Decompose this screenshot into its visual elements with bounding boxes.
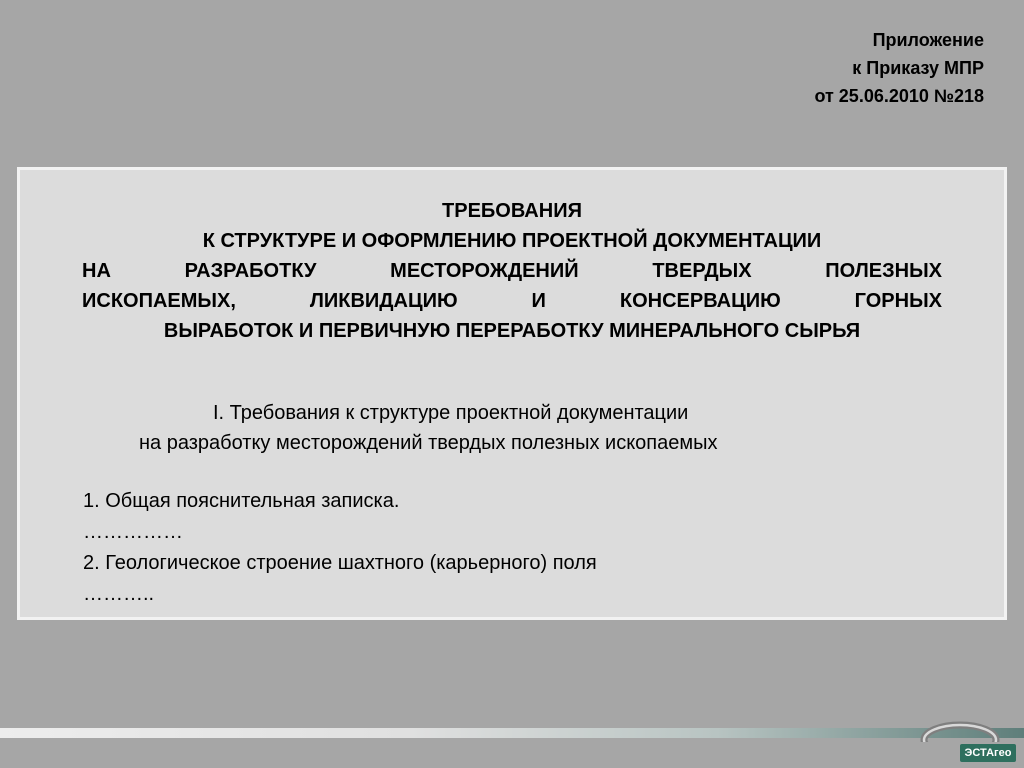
- title-line-5: ВЫРАБОТОК И ПЕРВИЧНУЮ ПЕРЕРАБОТКУ МИНЕРАЛЬНОГО СЫРЬЯ: [163, 320, 861, 342]
- annex-title: Приложение: [872, 30, 984, 50]
- section-heading-line-2: на разработку месторождений твердых полезных ископаемых: [139, 432, 718, 454]
- list-item-2: 2. Геологическое строение шахтного (карьерного) поля: [83, 552, 597, 574]
- content-panel: [17, 167, 1007, 620]
- annex-order: к Приказу МПР: [852, 58, 984, 78]
- list-ellipsis-1: ……………: [83, 521, 183, 543]
- annex-block: [814, 26, 984, 110]
- item-list: [83, 486, 597, 610]
- company-logo: ЭСТАгео: [960, 744, 1016, 762]
- annex-date: от 25.06.2010 №218: [814, 86, 984, 106]
- title-line-2: К СТРУКТУРЕ И ОФОРМЛЕНИЮ ПРОЕКТНОЙ ДОКУМЕНТАЦИИ: [202, 230, 822, 252]
- list-item-1: 1. Общая пояснительная записка.: [83, 490, 400, 512]
- document-title: [20, 196, 1004, 346]
- list-ellipsis-2: ………..: [83, 583, 155, 605]
- title-line-1: ТРЕБОВАНИЯ: [442, 200, 582, 222]
- title-line-3: НА РАЗРАБОТКУ МЕСТОРОЖДЕНИЙ ТВЕРДЫХ ПОЛЕЗНЫХ: [82, 260, 942, 282]
- section-heading-line-1: I. Требования к структуре проектной документации: [213, 402, 689, 424]
- footer-bar: [0, 728, 1024, 738]
- title-line-4: ИСКОПАЕМЫХ, ЛИКВИДАЦИЮ И КОНСЕРВАЦИЮ ГОРНЫХ: [82, 290, 942, 312]
